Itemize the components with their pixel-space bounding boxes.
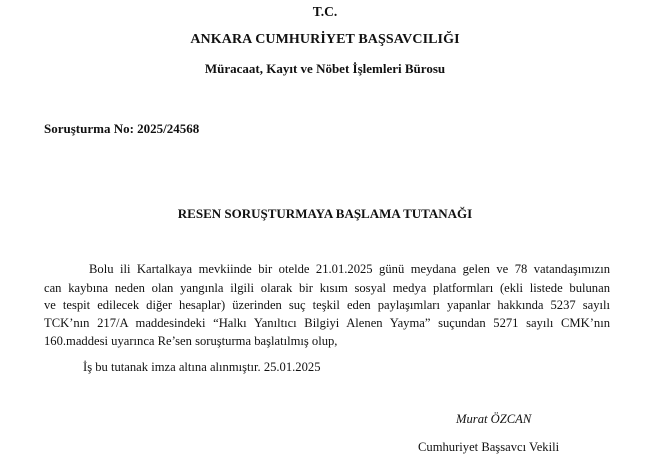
- body-line: Bolu ili Kartalkaya mevkiinde bir otelde 21.01.2025 günü meydana gelen ve 78 vatandaşımızın: [89, 262, 610, 276]
- body-line: can kaybına neden olan yangınla ilgili olarak bir kısım sosyal medya platformları (ekli listede bulunan: [44, 281, 610, 295]
- investigation-number: Soruşturma No: 2025/24568: [44, 121, 200, 136]
- bureau-heading: Müracaat, Kayıt ve Nöbet İşlemleri Bürosu: [204, 61, 446, 76]
- signer-name: Murat ÖZCAN: [456, 412, 532, 426]
- state-heading: T.C.: [312, 4, 338, 19]
- signer-title: Cumhuriyet Başsavcı Vekili: [418, 440, 560, 454]
- body-line: ve tespit edilecek diğer hesaplar) üzerinden suç teşkil eden paylaşımları yapanlar hakkında 5237 sayılı: [44, 298, 610, 312]
- document-title: RESEN SORUŞTURMAYA BAŞLAMA TUTANAĞI: [177, 206, 473, 221]
- body-line: TCK’nın 217/A maddesindeki “Halkı Yanıltıcı Bilgiyi Alenen Yayma” suçundan 5271 sayılı CMK’nın: [44, 316, 610, 330]
- closing-statement: İş bu tutanak imza altına alınmıştır. 25.01.2025: [83, 360, 321, 374]
- body-line: 160.maddesi uyarınca Re’sen soruşturma başlatılmış olup,: [44, 334, 338, 348]
- office-heading: ANKARA CUMHURİYET BAŞSAVCILIĞI: [190, 32, 460, 47]
